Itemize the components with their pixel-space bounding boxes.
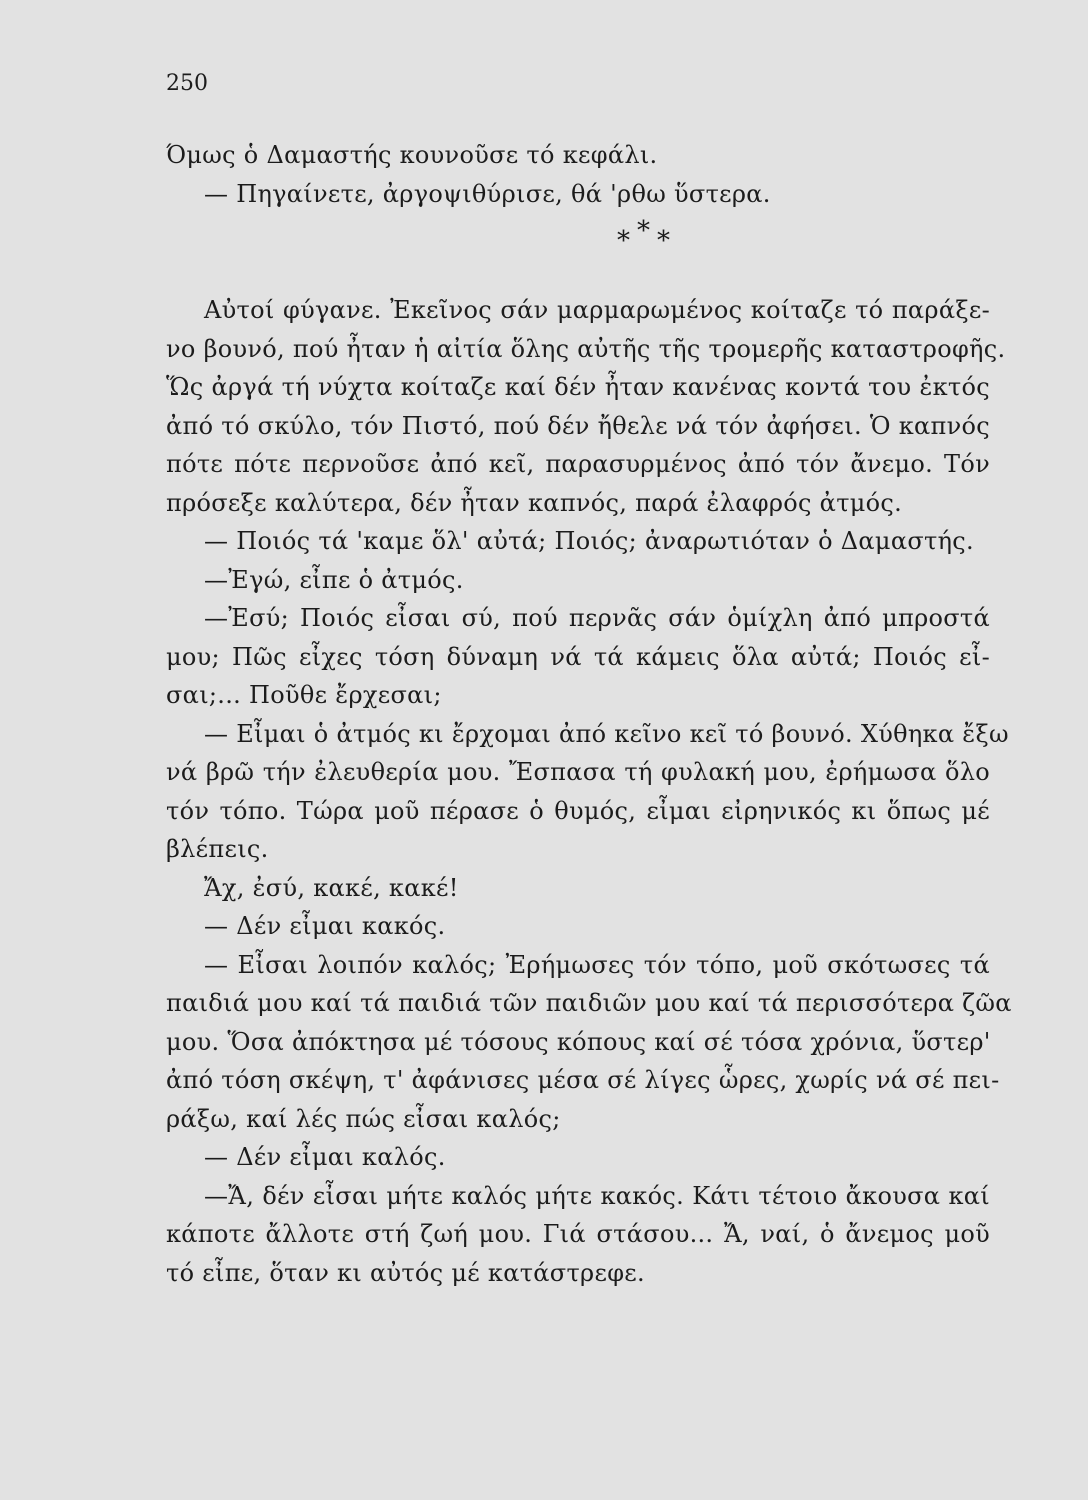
dialogue-line: — Πηγαίνετε, ἀργοψιθύρισε, θά 'ρθω ὕστερα.	[204, 179, 771, 208]
paragraph-line: ἀπό τό σκύλο, τόν Πιστό, πού δέν ἤθελε νά τόν ἀφήσει. Ὁ καπνός	[166, 411, 990, 440]
dialogue-line: νά βρῶ τήν ἐλευθερία μου. Ἔσπασα τή φυλακή μου, ἐρήμωσα ὅλο	[166, 758, 990, 786]
dialogue-line: —Ἐγώ, εἶπε ὁ ἀτμός.	[204, 565, 464, 594]
asterisk-left: *	[617, 226, 631, 256]
dialogue-line: — Ποιός τά 'καμε ὅλ' αὐτά; Ποιός; ἀναρωτιόταν ὁ Δαμαστής.	[204, 527, 974, 555]
dialogue-line: βλέπεις.	[166, 835, 269, 863]
dialogue-line: — Δέν εἶμαι κακός.	[204, 912, 446, 940]
dialogue-line: — Δέν εἶμαι καλός.	[204, 1143, 446, 1171]
paragraph-line: Όμως ὁ Δαμαστής κουνοῦσε τό κεφάλι.	[166, 141, 658, 169]
dialogue-line: —Ἐσύ; Ποιός εἶσαι σύ, πού περνᾶς σάν ὁμίχλη ἀπό μπροστά	[204, 604, 990, 632]
paragraph-line: πρόσεξε καλύτερα, δέν ἦταν καπνός, παρά ἐλαφρός ἀτμός.	[166, 488, 903, 517]
section-separator	[166, 213, 990, 256]
dialogue-line: —Ἄ, δέν εἶσαι μήτε καλός μήτε κακός. Κάτι τέτοιο ἄκουσα καί	[204, 1181, 990, 1210]
dialogue-line: — Εἶμαι ὁ ἀτμός κι ἔρχομαι ἀπό κεῖνο κεῖ τό βουνό. Χύθηκα ἔξω	[204, 719, 1009, 748]
dialogue-line: κάποτε ἄλλοτε στή ζωή μου. Γιά στάσου... Ἄ, ναί, ὁ ἄνεμος μοῦ	[166, 1220, 990, 1248]
asterisk-right: *	[657, 226, 671, 256]
dialogue-line: ράξω, καί λές πώς εἶσαι καλός;	[166, 1104, 561, 1133]
dialogue-line: μου. Ὅσα ἀπόκτησα μέ τόσους κόπους καί σέ τόσα χρόνια, ὕστερ'	[166, 1027, 991, 1056]
dialogue-line: μου; Πῶς εἶχες τόση δύναμη νά τά κάμεις ὅλα αὐτά; Ποιός εἶ-	[166, 642, 990, 671]
paragraph-line: νο βουνό, πού ἦταν ἡ αἰτία ὅλης αὐτῆς τῆς τρομερῆς καταστροφῆς.	[166, 334, 1006, 363]
paragraph-line: Ὥς ἀργά τή νύχτα κοίταζε καί δέν ἦταν κανένας κοντά του ἐκτός	[166, 373, 990, 401]
dialogue-line: — Εἶσαι λοιπόν καλός; Ἐρήμωσες τόν τόπο, μοῦ σκότωσες τά	[204, 950, 990, 979]
dialogue-line: παιδιά μου καί τά παιδιά τῶν παιδιῶν μου καί τά περισσότερα ζῶα	[166, 989, 1012, 1017]
paragraph-line: Αὐτοί φύγανε. Ἐκεῖνος σάν μαρμαρωμένος κοίταζε τό παράξε-	[204, 296, 990, 324]
body-text	[166, 136, 1012, 1292]
dialogue-line: τό εἶπε, ὅταν κι αὐτός μέ κατάστρεφε.	[166, 1258, 645, 1287]
dialogue-line: σαι;... Ποῦθε ἔρχεσαι;	[166, 681, 442, 709]
dialogue-line: ἀπό τόση σκέψη, τ' ἀφάνισες μέσα σέ λίγες ὧρες, χωρίς νά σέ πει-	[166, 1066, 1000, 1094]
asterisk-top: *	[637, 216, 651, 246]
dialogue-line: Ἄχ, ἐσύ, κακέ, κακέ!	[204, 873, 459, 902]
dialogue-line: τόν τόπο. Τώρα μοῦ πέρασε ὁ θυμός, εἶμαι εἰρηνικός κι ὅπως μέ	[166, 796, 990, 825]
paragraph-line: πότε πότε περνοῦσε ἀπό κεῖ, παρασυρμένος ἀπό τόν ἄνεμο. Τόν	[166, 450, 990, 478]
page-number: 250	[166, 71, 208, 96]
